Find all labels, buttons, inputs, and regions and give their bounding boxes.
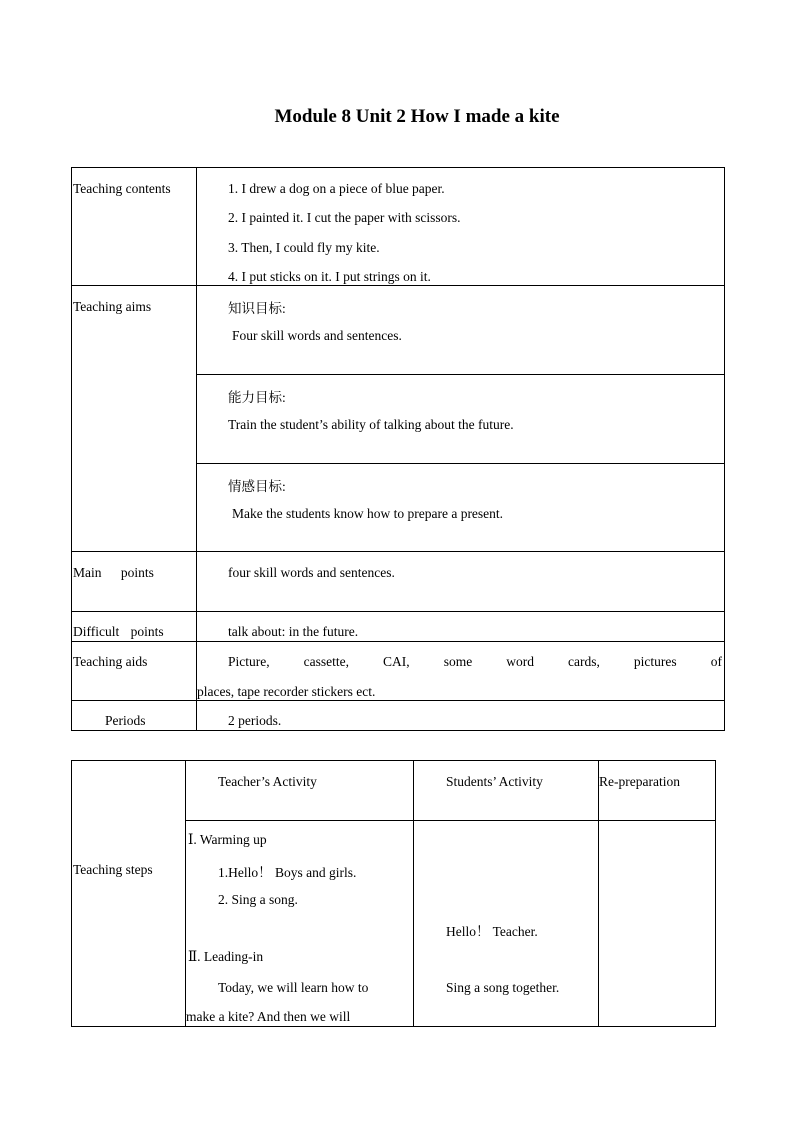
teacher-line: 2. Sing a song. [218, 892, 298, 907]
difficult-points-cell: talk about: in the future. [197, 612, 725, 642]
periods-cell: 2 periods. [197, 701, 725, 731]
label-periods: Periods [72, 701, 197, 731]
teacher-line: Ⅱ. Leading-in [188, 949, 264, 964]
aids-word: word [506, 654, 534, 669]
aids-word: some [443, 654, 473, 669]
teacher-line: 1.Hello！ Boys and girls. [218, 865, 357, 880]
student-line: Sing a song together. [446, 980, 560, 995]
student-line: Hello！ Teacher. [446, 924, 538, 939]
students-activity-cell [414, 821, 599, 1027]
aids-word: cards, [568, 654, 600, 669]
aim-knowledge: 知识目标: Four skill words and sentences. [197, 286, 725, 375]
lesson-plan-table [71, 167, 725, 731]
label-teaching-aims: Teaching aims [72, 286, 197, 552]
teaching-contents-cell [197, 168, 725, 286]
aids-word: Picture, [228, 654, 270, 669]
header-students-activity: Students’ Activity [414, 761, 599, 821]
label-difficult-points: Difficult points [72, 612, 197, 642]
aids-word: of [710, 654, 722, 669]
document-title: Module 8 Unit 2 How I made a kite [274, 106, 560, 127]
content-line: 3. Then, I could fly my kite. [228, 240, 380, 255]
aim-emotion: 情感目标: Make the students know how to prepare a present. [197, 464, 725, 552]
aim-ability: 能力目标: Train the student’s ability of talking about the future. [197, 375, 725, 464]
teacher-line: make a kite? And then we will [186, 1009, 351, 1024]
label-teaching-steps: Teaching steps [72, 761, 186, 1027]
content-line: 1. I drew a dog on a piece of blue paper. [228, 181, 445, 196]
re-preparation-cell [599, 821, 716, 1027]
aids-word: pictures [633, 654, 677, 669]
content-line: 4. I put sticks on it. I put strings on it. [228, 269, 431, 284]
aids-word: CAI, [383, 654, 410, 669]
label-teaching-contents: Teaching contents [72, 168, 197, 286]
teacher-line: Ⅰ. Warming up [188, 832, 267, 847]
teaching-steps-table [71, 760, 716, 1027]
aids-word: cassette, [303, 654, 350, 669]
teaching-aids-cell: Picture, cassette, CAI, some word cards, pictures of places, tape recorder stickers ect. [197, 642, 725, 701]
header-re-preparation: Re-preparation [599, 761, 716, 821]
main-points-cell: four skill words and sentences. [197, 552, 725, 612]
content-line: 2. I painted it. I cut the paper with scissors. [228, 210, 461, 225]
teacher-activity-cell [186, 821, 414, 1027]
header-teacher-activity: Teacher’s Activity [186, 761, 414, 821]
label-main-points: Main points [72, 552, 197, 612]
teacher-line: Today, we will learn how to [218, 980, 369, 995]
label-teaching-aids: Teaching aids [72, 642, 197, 701]
